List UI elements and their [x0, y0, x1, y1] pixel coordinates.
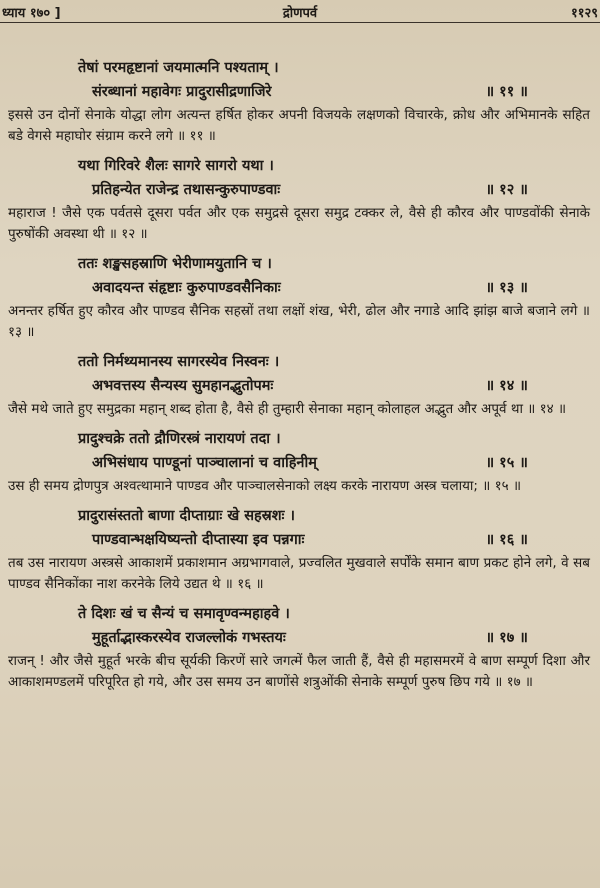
translation: उस ही समय द्रोणपुत्र अश्वत्थामाने पाण्डव और पाञ्चालसेनाको लक्ष्य करके नारायण अस्त्र चलाया; ॥ १५ ॥: [8, 478, 522, 494]
verse-line: यथा गिरिवरे शैलः सागरे सागरो यथा ।: [78, 158, 274, 174]
translation: राजन् ! और जैसे मुहूर्त भरके बीच सूर्यकी किरणें सारे जगत्में फैल जाती हैं, वैसे ही महासमरमें वे बाण सम्पूर्ण दिशा और आकाशमण्डलमें परिपूरित हो गये, और उस समय उन बाणोंसे शत्रुओंकी सेनाके सम्पूर्ण पुरुष छिप गये ॥ १७ ॥: [8, 653, 590, 690]
translation: महाराज ! जैसे एक पर्वतसे दूसरा पर्वत और एक समुद्रसे दूसरा समुद्र टक्कर ले, वैसे ही कौरव और पाण्डवोंकी सेनाके पुरुषोंकी अवस्था थी ॥ १२ ॥: [8, 205, 590, 242]
verse-line: [8, 451, 590, 475]
translation: अनन्तर हर्षित हुए कौरव और पाण्डव सैनिक सहस्रों तथा लक्षों शंख, भेरी, ढोल और नगाडे आदि झांझ बाजे बजाने लगे ॥ १३ ॥: [8, 303, 590, 340]
verse-text: मुहूर्ताद्भास्करस्येव राजल्लोकं गभस्तयः: [92, 630, 286, 646]
translation: जैसे मथे जाते हुए समुद्रका महान् शब्द होता है, वैसे ही तुम्हारी सेनाका महान् कोलाहल अद्भुत और अपूर्व था ॥ १४ ॥: [8, 401, 567, 417]
verse-text: अभिसंधाय पाण्डूनां पाञ्चालानां च वाहिनीम्: [92, 455, 317, 471]
verse-line: ते दिशः खं च सैन्यं च समावृण्वन्महाहवे ।: [78, 606, 290, 622]
verse-number: ॥ १६ ॥: [485, 532, 528, 548]
page-header: [0, 0, 600, 23]
verse-text: पाण्डवान्भक्षयिष्यन्तो दीप्तास्या इव पन्नगाः: [92, 532, 305, 548]
verse-number: ॥ १७ ॥: [485, 630, 528, 646]
verse-block: [8, 350, 590, 420]
book-title: द्रोणपर्व: [282, 6, 318, 21]
verse-number: ॥ ११ ॥: [485, 84, 528, 100]
verse-line: [8, 374, 590, 398]
verse-line: ततो निर्मथ्यमानस्य सागरस्येव निस्वनः ।: [78, 354, 280, 370]
verse-line: प्रादुश्चक्रे ततो द्रौणिरस्त्रं नारायणं तदा ।: [78, 431, 281, 447]
verse-line: [8, 276, 590, 300]
verse-line: [8, 80, 590, 104]
verse-line: [8, 528, 590, 552]
chapter-label: ध्याय १७० ]: [2, 6, 61, 21]
verse-line: तेषां परमहृष्टानां जयमात्मनि पश्यताम् ।: [78, 60, 279, 76]
verse-line: [8, 178, 590, 202]
verse-number: ॥ १३ ॥: [485, 280, 528, 296]
translation: तब उस नारायण अस्त्रसे आकाशमें प्रकाशमान अग्रभागवाले, प्रज्वलित मुखवाले सर्पोंके समान बाण प्रकट होने लगे, वे सब पाण्डव सैनिकोंका नाश करनेके लिये उद्यत थे ॥ १६ ॥: [8, 555, 590, 592]
verse-number: ॥ १२ ॥: [485, 182, 528, 198]
verse-line: प्रादुरासंस्ततो बाणा दीप्ताग्राः खे सहस्रशः ।: [78, 508, 296, 524]
page-content: [8, 56, 590, 700]
verse-block: [8, 427, 590, 497]
verse-line: [8, 626, 590, 650]
verse-number: ॥ १५ ॥: [485, 455, 528, 471]
verse-number: ॥ १४ ॥: [485, 378, 528, 394]
verse-text: अवादयन्त संहृष्टाः कुरुपाण्डवसैनिकाः: [92, 280, 281, 296]
verse-block: [8, 252, 590, 343]
verse-block: [8, 56, 590, 147]
verse-text: प्रतिहन्येत राजेन्द्र तथासन्कुरुपाण्डवाः: [92, 182, 281, 198]
verse-block: [8, 602, 590, 693]
translation: इससे उन दोनों सेनाके योद्धा लोग अत्यन्त हर्षित होकर अपनी विजयके लक्षणको विचारके, क्रोध और अभिमानके सहित बडे वेगसे महाघोर संग्राम करने लगे ॥ ११ ॥: [8, 107, 590, 144]
verse-block: [8, 154, 590, 245]
verse-text: अभवत्तस्य सैन्यस्य सुमहानद्भुतोपमः: [92, 378, 274, 394]
verse-text: संरब्धानां महावेगः प्रादुरासीद्रणाजिरे: [92, 84, 272, 100]
page-number: ११२९: [570, 6, 598, 21]
verse-line: ततः शङ्खसहस्राणि भेरीणामयुतानि च ।: [78, 256, 272, 272]
verse-block: [8, 504, 590, 595]
